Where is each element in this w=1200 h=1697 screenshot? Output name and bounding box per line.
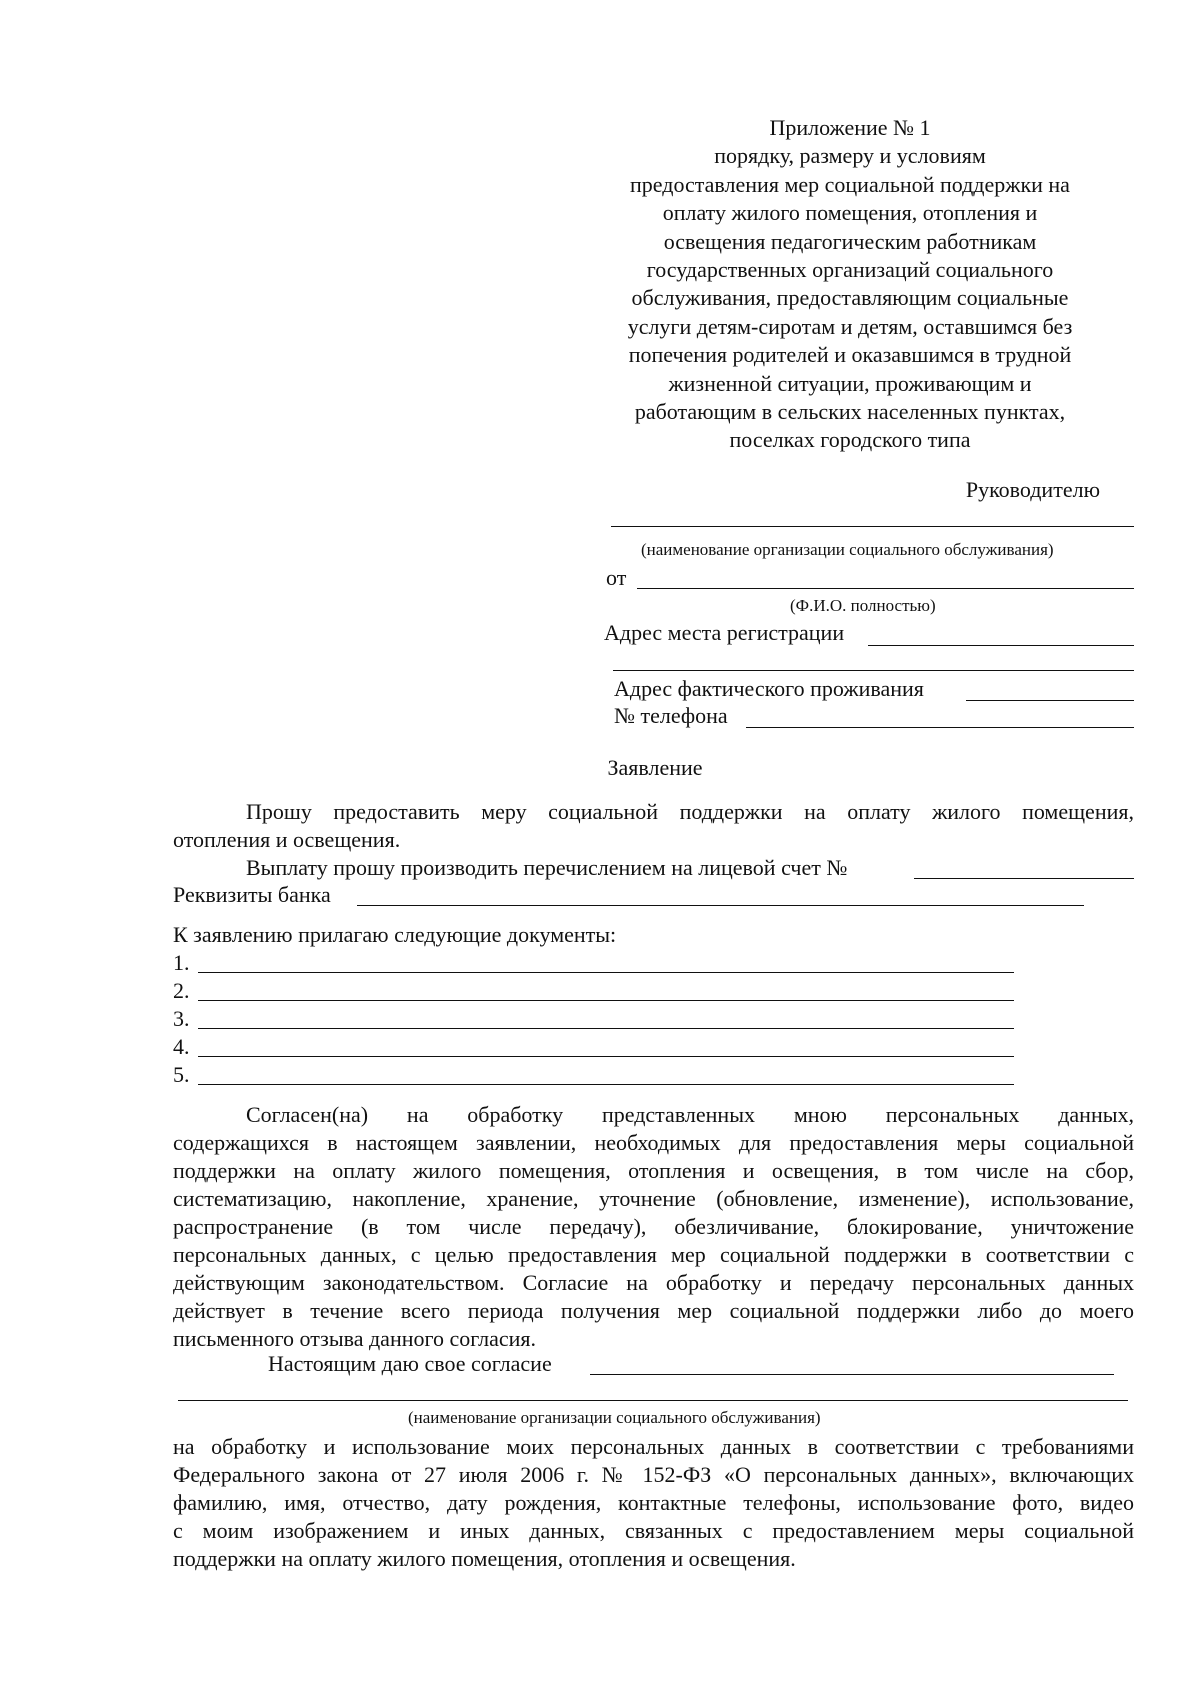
appendix-line: государственных организаций социального (646, 257, 1054, 283)
attachment-number: 5. (173, 1062, 190, 1087)
registration-address-field[interactable] (868, 645, 1134, 646)
attachment-field-1[interactable] (198, 972, 1014, 973)
attachment-number: 1. (173, 950, 190, 975)
phone-field[interactable] (746, 727, 1134, 728)
statement-title: Заявление (607, 755, 703, 780)
addressee-title: Руководителю (965, 477, 1100, 502)
attachments-label: К заявлению прилагаю следующие документы: (173, 922, 617, 947)
appendix-header (600, 114, 1100, 455)
appendix-line: попечения родителей и оказавшимся в трудной (628, 342, 1072, 368)
consent-line: действующим законодательством. Согласие на обработку и передачу персональных данных (173, 1270, 1134, 1295)
consent-line: распространение (в том числе передачу), обезличивание, блокирование, уничтожение (173, 1214, 1134, 1239)
consent-line: поддержки на оплату жилого помещения, отопления и освещения, в том числе на сбор, (173, 1158, 1134, 1183)
attachment-number: 2. (173, 978, 190, 1003)
actual-address-field[interactable] (966, 700, 1134, 701)
from-label: от (606, 565, 627, 590)
consent-line: письменного отзыва данного согласия. (173, 1326, 537, 1351)
consent-line: действует в течение всего периода получения мер социальной поддержки либо до моего (173, 1298, 1134, 1323)
final-line: фамилию, имя, отчество, дату рождения, контактные телефоны, использование фото, видео (173, 1490, 1134, 1515)
appendix-line: освещения педагогическим работникам (663, 228, 1037, 254)
appendix-line: предоставления мер социальной поддержки на (630, 171, 1070, 197)
actual-address-label: Адрес фактического проживания (614, 676, 924, 701)
fio-caption: (Ф.И.О. полностью) (790, 596, 936, 615)
appendix-line: работающим в сельских населенных пунктах, (634, 399, 1066, 425)
consent-paragraph (173, 1101, 1134, 1353)
account-number-field[interactable] (914, 878, 1134, 879)
consent-organization-field[interactable] (590, 1374, 1114, 1375)
organization-caption: (наименование организации социального обслуживания) (641, 540, 1054, 559)
organization-name-field[interactable] (611, 526, 1134, 527)
final-line: Федерального закона от 27 июля 2006 г. № 152-ФЗ «О персональных данных», включающих (173, 1462, 1134, 1487)
attachment-field-4[interactable] (198, 1056, 1014, 1057)
request-line: Прошу предоставить меру социальной поддержки на оплату жилого помещения, (246, 799, 1134, 824)
attachment-number: 4. (173, 1034, 190, 1059)
final-line: на обработку и использование моих персональных данных в соответствии с требованиями (173, 1434, 1134, 1459)
consent-give-label: Настоящим даю свое согласие (268, 1351, 552, 1376)
organization-caption-2: (наименование организации социального обслуживания) (408, 1408, 821, 1427)
registration-address-label: Адрес места регистрации (604, 620, 845, 645)
appendix-line: обслуживания, предоставляющим социальные (631, 285, 1069, 311)
bank-details-label: Реквизиты банка (173, 882, 331, 907)
attachment-field-5[interactable] (198, 1084, 1014, 1085)
appendix-line: Приложение № 1 (769, 115, 931, 140)
request-paragraph (173, 798, 1134, 854)
appendix-line: услуги детям-сиротам и детям, оставшимся без (627, 313, 1073, 339)
appendix-line: поселках городского типа (729, 427, 971, 453)
final-line: поддержки на оплату жилого помещения, отопления и освещения. (173, 1546, 796, 1571)
final-line: с моим изображением и иных данных, связанных с предоставлением меры социальной (173, 1518, 1134, 1543)
applicant-name-field[interactable] (637, 588, 1134, 589)
appendix-line: жизненной ситуации, проживающим и (668, 370, 1032, 396)
attachment-field-3[interactable] (198, 1028, 1014, 1029)
consent-line: Согласен(на) на обработку представленных мною персональных данных, (246, 1102, 1134, 1127)
phone-label: № телефона (614, 703, 728, 728)
attachment-number: 3. (173, 1006, 190, 1031)
bank-details-field[interactable] (357, 905, 1084, 906)
payment-label: Выплату прошу производить перечислением на лицевой счет № (246, 855, 848, 880)
consent-line: содержащихся в настоящем заявлении, необходимых для предоставления меры социальной (173, 1130, 1134, 1155)
attachment-field-2[interactable] (198, 1000, 1014, 1001)
appendix-line: оплату жилого помещения, отопления и (662, 200, 1038, 226)
consent-line: систематизацию, накопление, хранение, уточнение (обновление, изменение), использование, (173, 1186, 1134, 1211)
request-line: отопления и освещения. (173, 827, 401, 852)
consent-organization-field-2[interactable] (178, 1400, 1128, 1401)
appendix-line: порядку, размеру и условиям (714, 143, 986, 169)
personal-data-paragraph (173, 1433, 1134, 1573)
consent-line: персональных данных, с целью предоставления мер социальной поддержки в соответствии с (173, 1242, 1134, 1267)
registration-address-field-2[interactable] (613, 670, 1134, 671)
